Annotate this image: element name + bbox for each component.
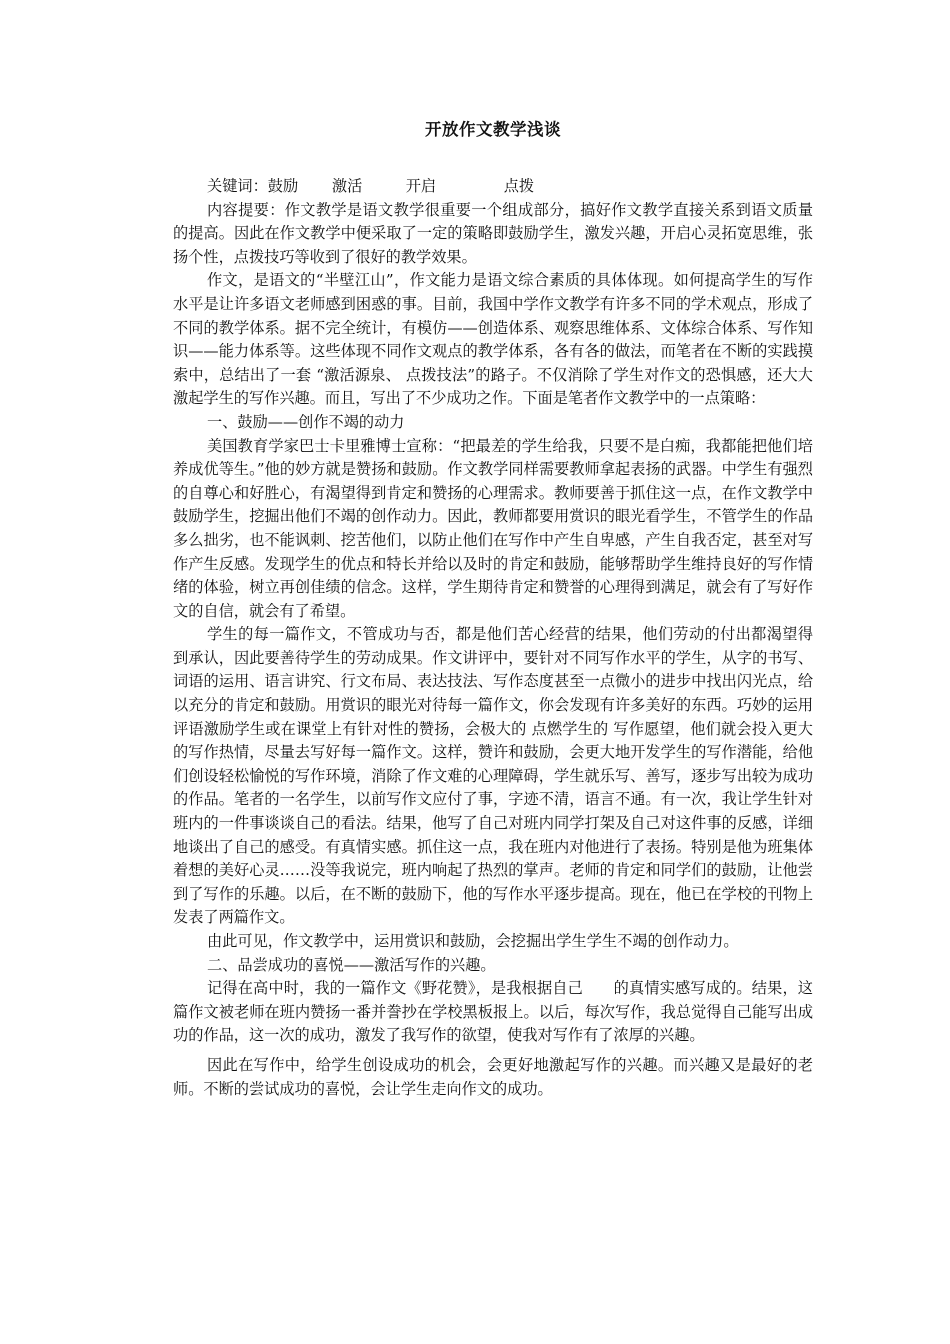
section-2-heading: 二、品尝成功的喜悦——激活写作的兴趣。 [207, 955, 496, 974]
document-page [173, 118, 813, 1101]
section-1-paragraph-1: 美国教育学家巴士卡里雅博士宣称：“把最差的学生给我，只要不是白痴，我都能把他们培养成优等生。”他的妙方就是赞扬和鼓励。作文教学同样需要教师拿起表扬的武器。中学生有强烈的自尊心和好胜心，有渴望得到肯定和赞扬的心理需求。教师要善于抓住这一点，在作文教学中鼓励学生，挖掘出他们不竭的创作动力。因此，教师都要用赏识的眼光看学生，不管学生的作品多么拙劣，也不能讽刺、挖苦他们，以防止他们在写作中产生自卑感，产生自我否定，甚至对写作产生反感。发现学生的优点和特长并给以及时的肯定和鼓励，能够帮助学生维持良好的写作情绪的体验，树立再创佳绩的信念。这样，学生期待肯定和赞誉的心理得到满足，就会有了写好作文的自信，就会有了希望。 [173, 436, 813, 620]
summary-paragraph: 内容提要：作文教学是语文教学很重要一个组成部分，搞好作文教学直接关系到语文质量的提高。因此在作文教学中便采取了一定的策略即鼓励学生，激发兴趣，开启心灵拓宽思维，张扬个性，点拨技巧等收到了很好的教学效果。 [173, 200, 813, 266]
section-1-paragraph-2: 学生的每一篇作文，不管成功与否，都是他们苦心经营的结果，他们劳动的付出都渴望得到承认，因此要善待学生的劳动成果。作文讲评中，要针对不同写作水平的学生，从字的书写、词语的运用、语言讲究、行文布局、表达技法、写作态度甚至一点微小的进步中找出闪光点，给以充分的肯定和鼓励。用赏识的眼光对待每一篇作文，你会发现有许多美好的东西。巧妙的运用评语激励学生或在课堂上有针对性的赞扬，会极大的 点燃学生的 写作愿望，他们就会投入更大的写作热情，尽量去写好每一篇作文。这样，赞许和鼓励，会更大地开发学生的写作潜能，给他们创设轻松愉悦的写作环境，消除了作文难的心理障碍，学生就乐写、善写，逐步写出较为成功的作品。笔者的一名学生，以前写作文应付了事，字迹不清，语言不通。有一次，我让学生针对班内的一件事谈谈自己的看法。结果，他写了自己对班内同学打架及自己对这件事的反感，详细地谈出了自己的感受。有真情实感。抓住这一点，我在班内对他进行了表扬。特别是他为班集体着想的美好心灵……没等我说完，班内响起了热烈的掌声。老师的肯定和同学们的鼓励，让他尝到了写作的乐趣。以后，在不断的鼓励下，他的写作水平逐步提高。现在，他已在学校的刊物上发表了两篇作文。 [173, 625, 813, 927]
keywords-line: 关键词：鼓励 激活 开启 点拨 [207, 177, 535, 195]
section-1-heading: 一、鼓励——创作不竭的动力 [207, 412, 405, 431]
section-2-paragraph-1: 记得在高中时，我的一篇作文《野花赞》，是我根据自己 的真情实感写成的。结果，这篇作文被老师在班内赞扬一番并誊抄在学校黑板报上。以后，每次写作，我总觉得自己能写出成功的作品，这一次的成功，激发了我写作的欲望，使我对写作有了浓厚的兴趣。 [173, 979, 813, 1045]
document-title: 开放作文教学浅谈 [425, 120, 561, 139]
intro-paragraph: 作文，是语文的“半壁江山”，作文能力是语文综合素质的具体体现。如何提高学生的写作水平是让许多语文老师感到困惑的事。目前，我国中学作文教学有许多不同的学术观点，形成了不同的教学体系。据不完全统计，有模仿——创造体系、观察思维体系、文体综合体系、写作知识——能力体系等。这些体现不同作文观点的教学体系，各有各的做法，而笔者在不断的实践摸索中，总结出了一套 “激活源泉、 点拨技法”的路子。不仅消除了学生对作文的恐惧感，还大大激起学生的写作兴趣。而且，写出了不少成功之作。下面是笔者作文教学中的一点策略： [173, 271, 813, 408]
section-2-paragraph-2: 因此在写作中，给学生创设成功的机会，会更好地激起写作的兴趣。而兴趣又是最好的老师。不断的尝试成功的喜悦，会让学生走向作文的成功。 [173, 1055, 813, 1098]
section-1-conclusion: 由此可见，作文教学中，运用赏识和鼓励，会挖掘出学生学生不竭的创作动力。 [207, 932, 739, 950]
